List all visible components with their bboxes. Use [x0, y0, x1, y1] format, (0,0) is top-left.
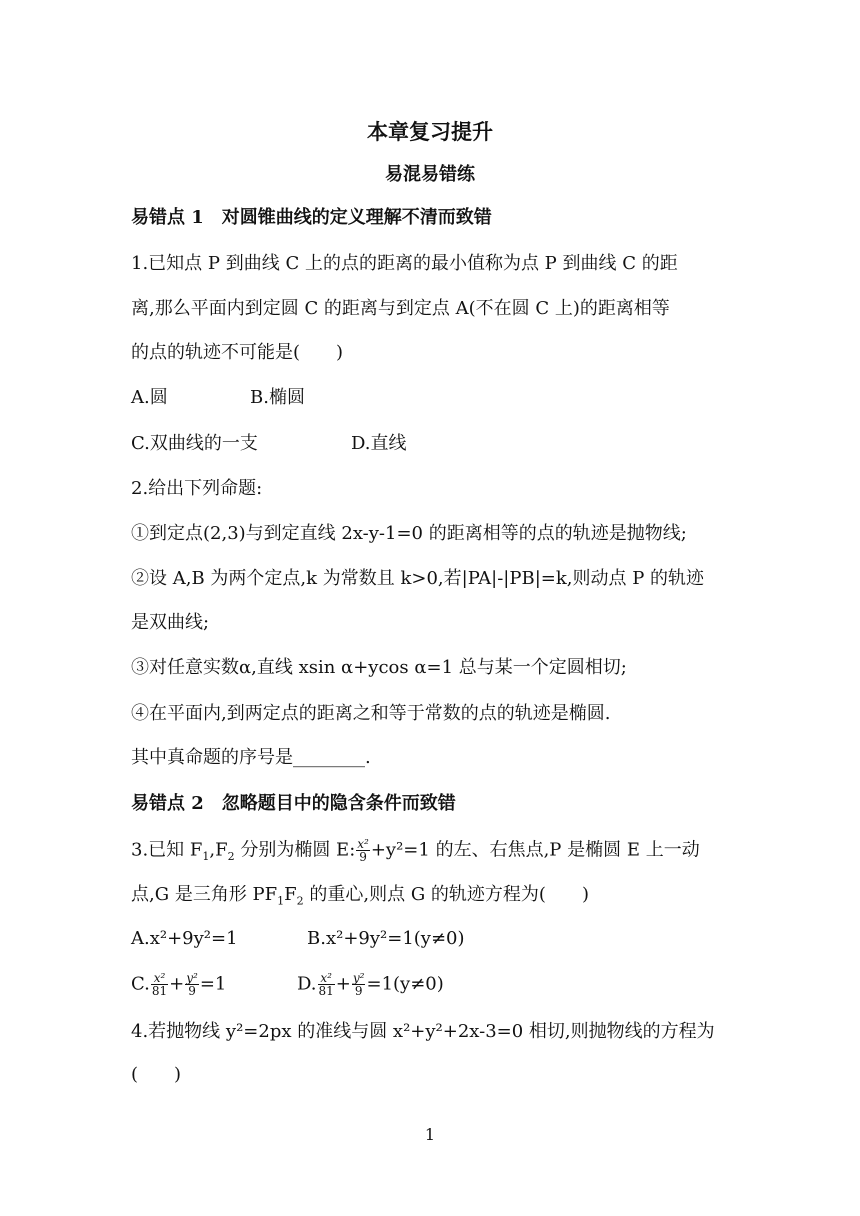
q1-option-d: D.直线 [351, 433, 407, 454]
q4-line-2: ( ) [131, 1064, 182, 1085]
q1-option-b: B.椭圆 [250, 387, 305, 408]
section-heading-1: 易错点 1 对圆锥曲线的定义理解不清而致错 [131, 207, 492, 228]
q1-line-1: 1.已知点 P 到曲线 C 上的点的距离的最小值称为点 P 到曲线 C 的距 [131, 253, 678, 274]
q4-line-1: 4.若抛物线 y²=2px 的准线与圆 x²+y²+2x-3=0 相切,则抛物线的方程为 [131, 1021, 715, 1042]
fraction-y: $\frac{\text{y²}}{9}$ [186, 971, 198, 998]
q2-question: 其中真命题的序号是________. [131, 747, 371, 768]
page-title: 本章复习提升 [367, 119, 493, 144]
section-heading-2: 易错点 2 忽略题目中的隐含条件而致错 [131, 793, 456, 814]
q3-option-d: D. $\frac{\text{x²}}{81}$ + $\frac{\text{y²}}{9}$ =1(y≠0) [297, 971, 444, 998]
q2-proposition-3: ③对任意实数α,直线 xsin α+ycos α=1 总与某一个定圆相切; [131, 657, 627, 678]
q3-line-2: 点,G 是三角形 $PF_1F_2$ 的重心,则点 G 的轨迹方程为( ) [131, 884, 589, 908]
q3-option-a: A.x²+9y²=1 [131, 928, 238, 949]
q1-option-c: C.双曲线的一支 [131, 433, 258, 454]
q1-line-2: 离,那么平面内到定圆 C 的距离与到定点 A(不在圆 C 上)的距离相等 [131, 298, 670, 319]
q1-option-a: A.圆 [131, 387, 168, 408]
q1-line-3: 的点的轨迹不可能是( ) [131, 342, 344, 363]
q2-proposition-4: ④在平面内,到两定点的距离之和等于常数的点的轨迹是椭圆. [131, 703, 611, 724]
fraction-x: $\frac{\text{x²}}{81}$ [318, 971, 334, 998]
q3-option-b: B.x²+9y²=1(y≠0) [307, 928, 465, 949]
q3-line-1: 3.已知 $F_1,F_2$ 分别为椭圆 E: $\frac{\text{x²}}{9}$ +y²=1 的左、右焦点,P 是椭圆 E 上一动 [131, 837, 700, 864]
q2-proposition-2-line-1: ②设 A,B 为两个定点,k 为常数且 k>0,若|PA|-|PB|=k,则动点 P 的轨迹 [131, 568, 705, 589]
ellipse-fraction: $\frac{\text{x²}}{9}$ [357, 837, 369, 864]
fraction-y: $\frac{\text{y²}}{9}$ [352, 971, 365, 998]
q3-option-c: C. $\frac{\text{x²}}{81}$ + $\frac{\text{y²}}{9}$ =1 [131, 971, 227, 998]
q2-proposition-1: ①到定点(2,3)与到定直线 2x-y-1=0 的距离相等的点的轨迹是抛物线; [131, 523, 687, 544]
q2-proposition-2-line-2: 是双曲线; [131, 612, 210, 633]
q2-intro: 2.给出下列命题: [131, 478, 263, 499]
fraction-x: $\frac{\text{x²}}{81}$ [151, 971, 168, 998]
page-number: 1 [424, 1125, 436, 1144]
page-subtitle: 易混易错练 [385, 164, 475, 185]
